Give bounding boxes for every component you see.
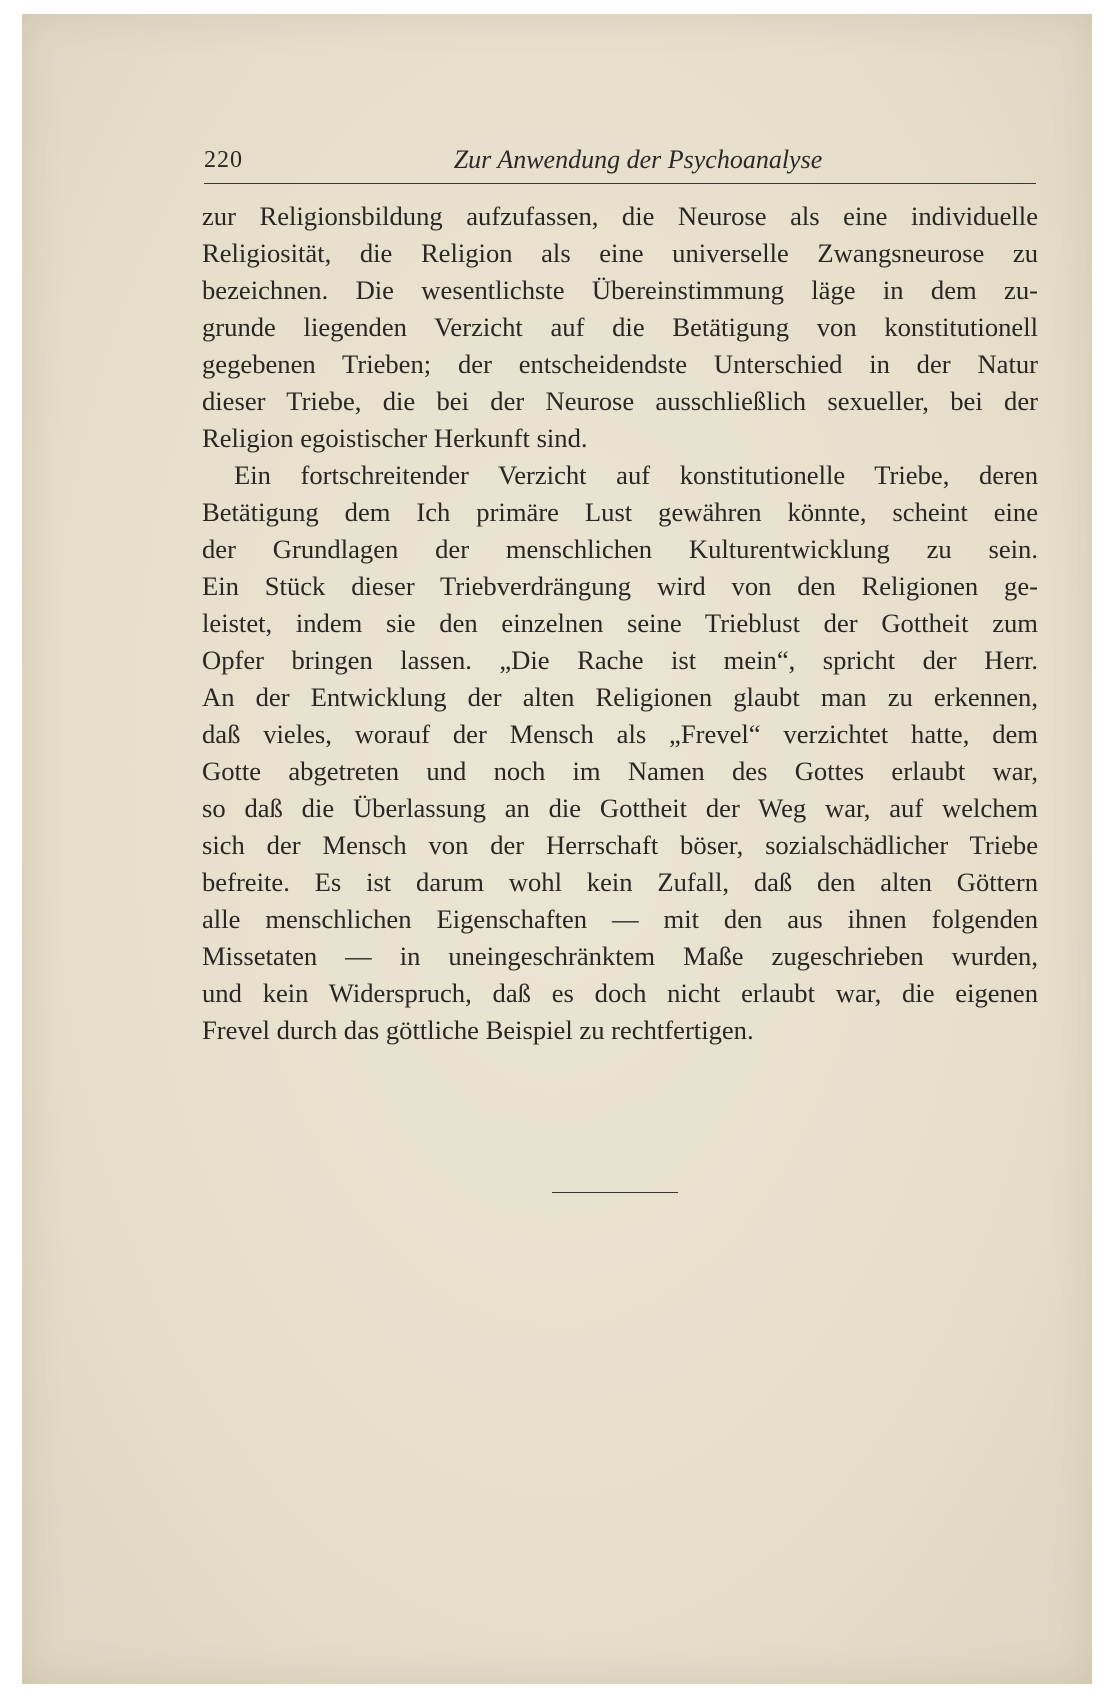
text-line: Gotte abgetreten und noch im Namen des Gottes erlaubt war, — [202, 756, 1038, 786]
paragraph-2 — [202, 457, 1038, 1049]
text-line: der Grundlagen der menschlichen Kulturentwicklung zu sein. — [202, 534, 1038, 564]
text-line: Ein fortschreitender Verzicht auf konstitutionelle Triebe, deren — [234, 460, 1038, 490]
text-line: Religiosität, die Religion als eine universelle Zwangsneurose zu — [202, 238, 1038, 268]
text-line: Missetaten — in uneingeschränktem Maße zugeschrieben wurden, — [202, 941, 1038, 971]
running-head — [204, 145, 1036, 184]
text-line: Betätigung dem Ich primäre Lust gewähren könnte, scheint eine — [202, 497, 1038, 527]
section-end-rule — [552, 1192, 678, 1193]
text-line: Frevel durch das göttliche Beispiel zu rechtfertigen. — [202, 1015, 754, 1045]
text-line: gegebenen Trieben; der entscheidendste Unterschied in der Natur — [202, 349, 1038, 379]
text-line: grunde liegenden Verzicht auf die Betätigung von konstitutionell — [202, 312, 1038, 342]
text-line: und kein Widerspruch, daß es doch nicht erlaubt war, die eigenen — [202, 978, 1038, 1008]
text-line: befreite. Es ist darum wohl kein Zufall, daß den alten Göttern — [202, 867, 1038, 897]
body-text — [202, 198, 1038, 1049]
text-line: leistet, indem sie den einzelnen seine Trieblust der Gottheit zum — [202, 608, 1038, 638]
text-line: daß vieles, worauf der Mensch als „Frevel“ verzichtet hatte, dem — [202, 719, 1038, 749]
text-line: Opfer bringen lassen. „Die Rache ist mein“, spricht der Herr. — [202, 645, 1038, 675]
text-line: dieser Triebe, die bei der Neurose ausschließlich sexueller, bei der — [202, 386, 1038, 416]
text-line: zur Religionsbildung aufzufassen, die Neurose als eine individuelle — [202, 201, 1038, 231]
text-line: alle menschlichen Eigenschaften — mit den aus ihnen folgenden — [202, 904, 1038, 934]
text-line: An der Entwicklung der alten Religionen glaubt man zu erkennen, — [202, 682, 1038, 712]
paragraph-1 — [202, 198, 1038, 457]
text-line: bezeichnen. Die wesentlichste Übereinstimmung läge in dem zu- — [202, 275, 1038, 305]
text-line: Religion egoistischer Herkunft sind. — [202, 423, 588, 453]
text-line: Ein Stück dieser Triebverdrängung wird von den Religionen ge- — [202, 571, 1038, 601]
page-number: 220 — [204, 147, 243, 173]
running-title: Zur Anwendung der Psychoanalyse — [453, 145, 823, 174]
text-line: so daß die Überlassung an die Gottheit der Weg war, auf welchem — [202, 793, 1038, 823]
text-line: sich der Mensch von der Herrschaft böser, sozialschädlicher Triebe — [202, 830, 1038, 860]
